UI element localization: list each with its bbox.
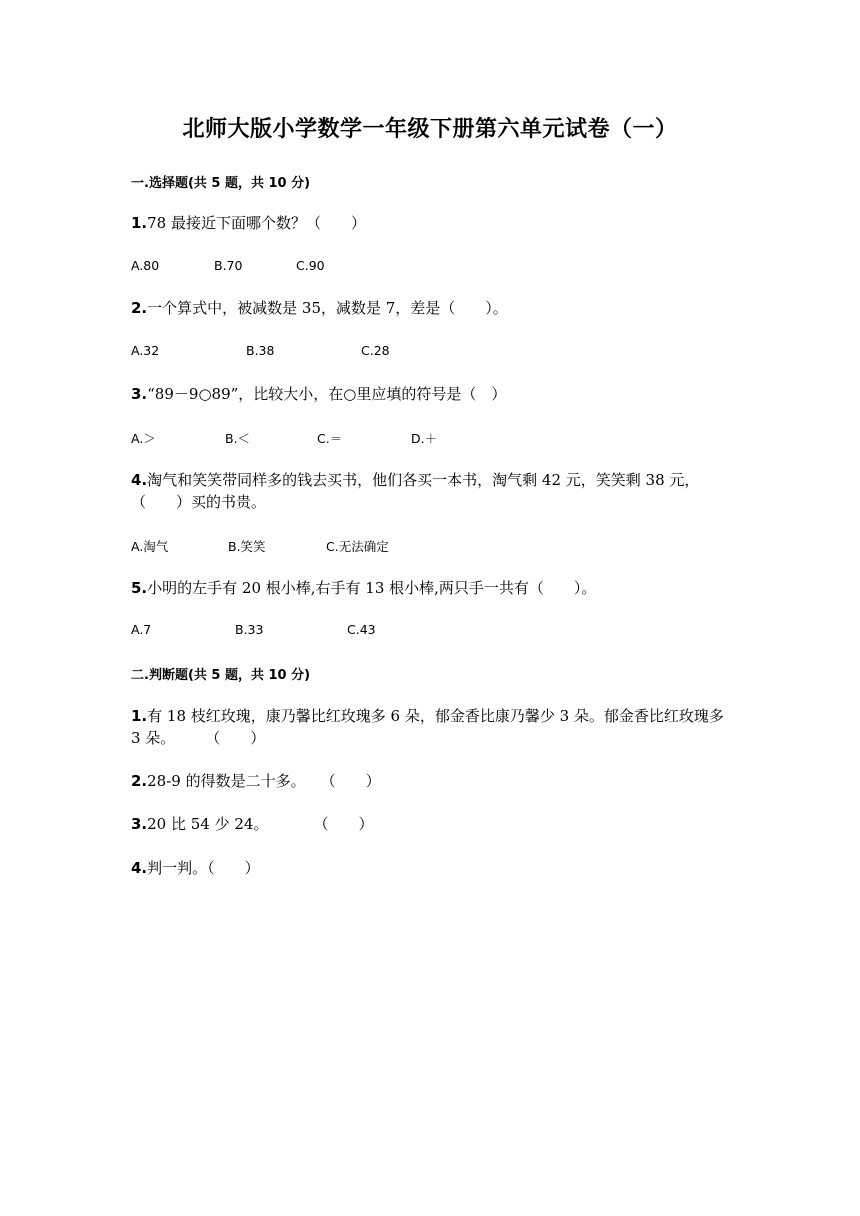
judge-question-3 <box>131 813 736 835</box>
question-5 <box>131 577 736 599</box>
question-2 <box>131 297 736 319</box>
question-text: 28-9 的得数是二十多。 （ ） <box>147 772 381 790</box>
question-4 <box>131 469 736 513</box>
question-text: 判一判。（ ） <box>147 859 260 877</box>
question-number: 1. <box>131 214 148 232</box>
option-d: D.＋ <box>411 431 438 446</box>
question-3 <box>131 383 736 405</box>
question-number: 1. <box>131 707 148 725</box>
question-text: 淘气和笑笑带同样多的钱去买书，他们各买一本书，淘气剩 42 元，笑笑剩 38 元，（ ）买的书贵。 <box>131 471 700 511</box>
option-a: A.80 <box>131 258 160 273</box>
question-text: 20 比 54 少 24。 （ ） <box>147 815 374 833</box>
judge-question-4 <box>131 857 736 879</box>
option-b: B.＜ <box>225 431 251 446</box>
judge-question-2 <box>131 770 736 792</box>
option-b: B.33 <box>235 622 264 637</box>
question-number: 2. <box>131 772 148 790</box>
option-b: B.38 <box>246 343 275 358</box>
question-number: 4. <box>131 859 148 877</box>
question-text: 小明的左手有 20 根小棒,右手有 13 根小棒,两只手一共有（ ）。 <box>147 579 597 597</box>
judge-question-1 <box>131 705 736 749</box>
option-c: C.90 <box>296 258 325 273</box>
question-number: 3. <box>131 815 148 833</box>
question-1 <box>131 212 736 234</box>
question-text: 一个算式中，被减数是 35，减数是 7，差是（ ）。 <box>147 299 508 317</box>
question-text: “89－9○89”，比较大小，在○里应填的符号是（ ） <box>147 385 507 403</box>
option-b: B.笑笑 <box>228 539 266 554</box>
option-a: A.7 <box>131 622 152 637</box>
section-heading-judgement: 二.判断题(共 5 题，共 10 分) <box>131 668 311 683</box>
option-b: B.70 <box>214 258 243 273</box>
option-a: A.＞ <box>131 431 156 446</box>
option-c: C.＝ <box>317 431 343 446</box>
option-c: C.28 <box>361 343 390 358</box>
question-number: 3. <box>131 385 148 403</box>
question-number: 2. <box>131 299 148 317</box>
page-title: 北师大版小学数学一年级下册第六单元试卷（一） <box>182 117 678 142</box>
option-c: C.43 <box>347 622 376 637</box>
question-text: 有 18 枝红玫瑰，康乃馨比红玫瑰多 6 朵，郁金香比康乃馨少 3 朵。郁金香比红玫瑰多 3 朵。 （ ） <box>131 707 724 747</box>
question-number: 5. <box>131 579 148 597</box>
option-a: A.32 <box>131 343 160 358</box>
question-number: 4. <box>131 471 148 489</box>
question-text: 78 最接近下面哪个数？（ ） <box>147 214 366 232</box>
option-a: A.淘气 <box>131 539 169 554</box>
section-heading-choice: 一.选择题(共 5 题，共 10 分) <box>131 176 311 191</box>
option-c: C.无法确定 <box>326 539 389 554</box>
